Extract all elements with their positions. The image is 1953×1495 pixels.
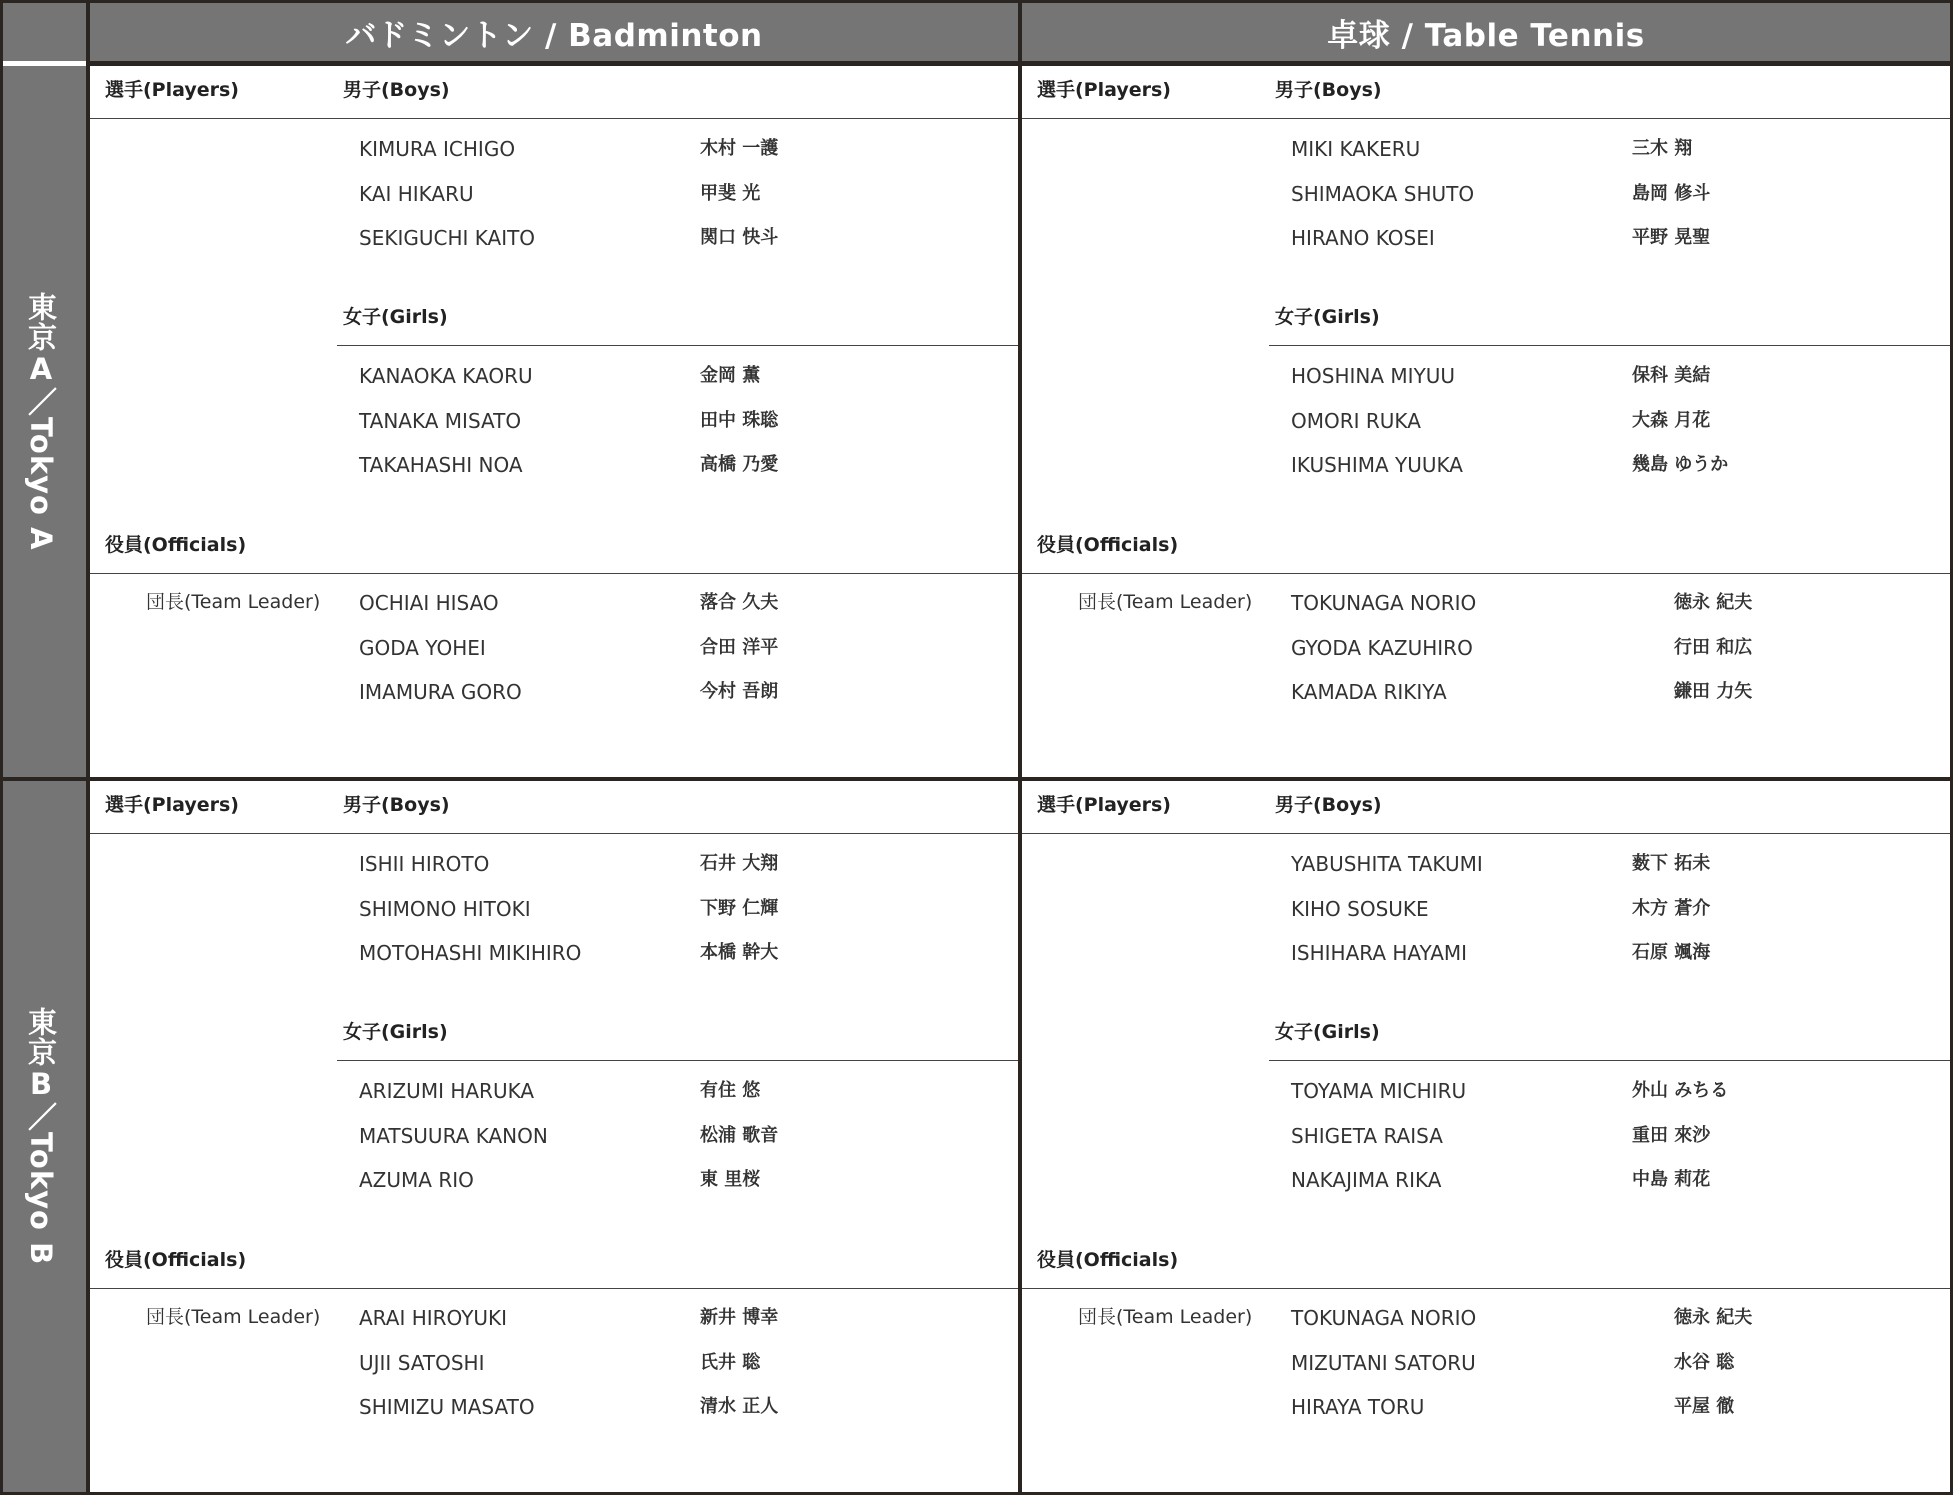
girl-name-en: ARIZUMI HARUKA <box>359 1079 535 1103</box>
officials-label: 役員(Officials) <box>1037 534 1179 556</box>
girls-label: 女子(Girls) <box>1275 1021 1380 1043</box>
officials-label: 役員(Officials) <box>1037 1249 1179 1271</box>
boys-label: 男子(Boys) <box>1275 79 1382 101</box>
girl-name-en: OMORI RUKA <box>1291 409 1421 433</box>
team-leader-label: 団長(Team Leader) <box>1078 1306 1253 1328</box>
girl-name-en: TOYAMA MICHIRU <box>1291 1079 1467 1103</box>
row-header-tokyo-a <box>3 66 86 777</box>
girl-name-jp: 松浦 歌音 <box>700 1125 779 1146</box>
section-divider <box>1269 1060 1950 1061</box>
girl-name-en: AZUMA RIO <box>359 1168 474 1192</box>
official-name-jp: 清水 正人 <box>700 1396 779 1417</box>
boy-name-jp: 関口 快斗 <box>700 227 779 248</box>
section-divider <box>90 573 1018 574</box>
column-header-badminton <box>90 3 1018 61</box>
boy-name-en: ISHII HIROTO <box>359 852 490 876</box>
girl-name-jp: 東 里桜 <box>700 1169 761 1190</box>
girls-label: 女子(Girls) <box>1275 306 1380 328</box>
section-divider <box>90 118 1018 119</box>
girl-name-jp: 中島 莉花 <box>1632 1169 1711 1190</box>
roster-cell-tokyo-b-badminton <box>90 781 1018 1492</box>
players-label: 選手(Players) <box>105 79 239 101</box>
boy-name-jp: 本橋 幹大 <box>700 942 779 963</box>
girl-name-jp: 幾島 ゆうか <box>1632 454 1729 475</box>
players-label: 選手(Players) <box>1037 794 1171 816</box>
girl-name-en: TAKAHASHI NOA <box>359 453 523 477</box>
girl-name-jp: 重田 來沙 <box>1632 1125 1711 1146</box>
official-name-jp: 新井 博幸 <box>700 1307 779 1328</box>
official-name-en: KAMADA RIKIYA <box>1291 680 1447 704</box>
column-header-table-tennis <box>1022 3 1950 61</box>
boy-name-en: MOTOHASHI MIKIHIRO <box>359 941 582 965</box>
girl-name-jp: 有住 悠 <box>700 1080 761 1101</box>
official-name-jp: 鎌田 力矢 <box>1674 681 1753 702</box>
section-divider <box>337 1060 1018 1061</box>
boy-name-jp: 下野 仁輝 <box>700 898 779 919</box>
boy-name-jp: 薮下 拓未 <box>1632 853 1711 874</box>
roster-cell-tokyo-a-table-tennis <box>1022 66 1950 777</box>
officials-label: 役員(Officials) <box>105 534 247 556</box>
official-name-en: TOKUNAGA NORIO <box>1291 591 1477 615</box>
girl-name-en: KANAOKA KAORU <box>359 364 533 388</box>
girl-name-en: SHIGETA RAISA <box>1291 1124 1443 1148</box>
official-name-jp: 平屋 徹 <box>1674 1396 1735 1417</box>
boy-name-en: MIKI KAKERU <box>1291 137 1421 161</box>
section-divider <box>1269 345 1950 346</box>
official-name-en: IMAMURA GORO <box>359 680 522 704</box>
row-label-jp-tokyo-b: 東京B <box>24 1007 58 1103</box>
section-divider <box>1022 1288 1950 1289</box>
boy-name-jp: 平野 晃聖 <box>1632 227 1711 248</box>
official-name-en: GODA YOHEI <box>359 636 486 660</box>
official-name-jp: 水谷 聡 <box>1674 1352 1735 1373</box>
girl-name-jp: 高橋 乃愛 <box>700 454 779 475</box>
girl-name-en: IKUSHIMA YUUKA <box>1291 453 1463 477</box>
column-title-table-tennis: 卓球 / Table Tennis <box>1327 17 1645 54</box>
section-divider <box>1022 118 1950 119</box>
boy-name-en: SHIMAOKA SHUTO <box>1291 182 1475 206</box>
girl-name-en: NAKAJIMA RIKA <box>1291 1168 1442 1192</box>
girl-name-en: HOSHINA MIYUU <box>1291 364 1456 388</box>
players-label: 選手(Players) <box>1037 79 1171 101</box>
official-name-jp: 行田 和広 <box>1674 637 1753 658</box>
section-divider <box>1022 573 1950 574</box>
officials-label: 役員(Officials) <box>105 1249 247 1271</box>
girl-name-jp: 保科 美結 <box>1632 365 1711 386</box>
girl-name-en: MATSUURA KANON <box>359 1124 548 1148</box>
boy-name-en: ISHIHARA HAYAMI <box>1291 941 1468 965</box>
boy-name-jp: 石原 颯海 <box>1632 942 1711 963</box>
row-label-sep-tokyo-a: ／ <box>24 387 58 418</box>
row-label-sep-tokyo-b: ／ <box>24 1102 58 1133</box>
section-divider <box>1022 833 1950 834</box>
team-leader-label: 団長(Team Leader) <box>1078 591 1253 613</box>
official-name-en: HIRAYA TORU <box>1291 1395 1425 1419</box>
roster-cell-tokyo-b-table-tennis <box>1022 781 1950 1492</box>
team-leader-label: 団長(Team Leader) <box>146 591 321 613</box>
boy-name-jp: 島岡 修斗 <box>1632 183 1711 204</box>
boy-name-en: HIRANO KOSEI <box>1291 226 1435 250</box>
boy-name-jp: 三木 翔 <box>1632 138 1693 159</box>
girl-name-jp: 金岡 薫 <box>700 365 761 386</box>
official-name-en: MIZUTANI SATORU <box>1291 1351 1476 1375</box>
boy-name-jp: 木村 一護 <box>700 138 779 159</box>
girl-name-jp: 大森 月花 <box>1632 410 1711 431</box>
boy-name-en: KIHO SOSUKE <box>1291 897 1429 921</box>
team-leader-label: 団長(Team Leader) <box>146 1306 321 1328</box>
section-divider <box>337 345 1018 346</box>
boy-name-en: SHIMONO HITOKI <box>359 897 531 921</box>
section-divider <box>90 833 1018 834</box>
girl-name-jp: 外山 みちる <box>1632 1080 1729 1101</box>
boy-name-en: KAI HIKARU <box>359 182 474 206</box>
boys-label: 男子(Boys) <box>343 79 450 101</box>
official-name-jp: 今村 吾朗 <box>700 681 779 702</box>
official-name-en: GYODA KAZUHIRO <box>1291 636 1473 660</box>
girls-label: 女子(Girls) <box>343 1021 448 1043</box>
section-divider <box>90 1288 1018 1289</box>
boy-name-jp: 木方 蒼介 <box>1632 898 1711 919</box>
girl-name-jp: 田中 珠聡 <box>700 410 779 431</box>
boy-name-en: SEKIGUCHI KAITO <box>359 226 536 250</box>
boy-name-jp: 甲斐 光 <box>700 183 761 204</box>
official-name-en: SHIMIZU MASATO <box>359 1395 535 1419</box>
boys-label: 男子(Boys) <box>1275 794 1382 816</box>
players-label: 選手(Players) <box>105 794 239 816</box>
official-name-en: ARAI HIROYUKI <box>359 1306 508 1330</box>
official-name-jp: 徳永 紀夫 <box>1674 592 1753 613</box>
boys-label: 男子(Boys) <box>343 794 450 816</box>
boy-name-en: YABUSHITA TAKUMI <box>1291 852 1483 876</box>
official-name-jp: 合田 洋平 <box>700 637 779 658</box>
boy-name-en: KIMURA ICHIGO <box>359 137 516 161</box>
row-label-jp-tokyo-a: 東京A <box>24 292 58 388</box>
row-header-tokyo-b <box>3 781 86 1492</box>
official-name-en: TOKUNAGA NORIO <box>1291 1306 1477 1330</box>
official-name-en: UJII SATOSHI <box>359 1351 485 1375</box>
corner-cell <box>3 3 86 61</box>
column-title-badminton: バドミントン / Badminton <box>345 17 763 54</box>
boy-name-jp: 石井 大翔 <box>700 853 779 874</box>
official-name-jp: 落合 久夫 <box>700 592 779 613</box>
official-name-jp: 氏井 聡 <box>700 1352 761 1373</box>
official-name-en: OCHIAI HISAO <box>359 591 499 615</box>
girls-label: 女子(Girls) <box>343 306 448 328</box>
row-label-en-tokyo-a: Tokyo A <box>24 417 58 551</box>
official-name-jp: 徳永 紀夫 <box>1674 1307 1753 1328</box>
row-label-en-tokyo-b: Tokyo B <box>24 1132 58 1266</box>
girl-name-en: TANAKA MISATO <box>359 409 522 433</box>
roster-cell-tokyo-a-badminton <box>90 66 1018 777</box>
